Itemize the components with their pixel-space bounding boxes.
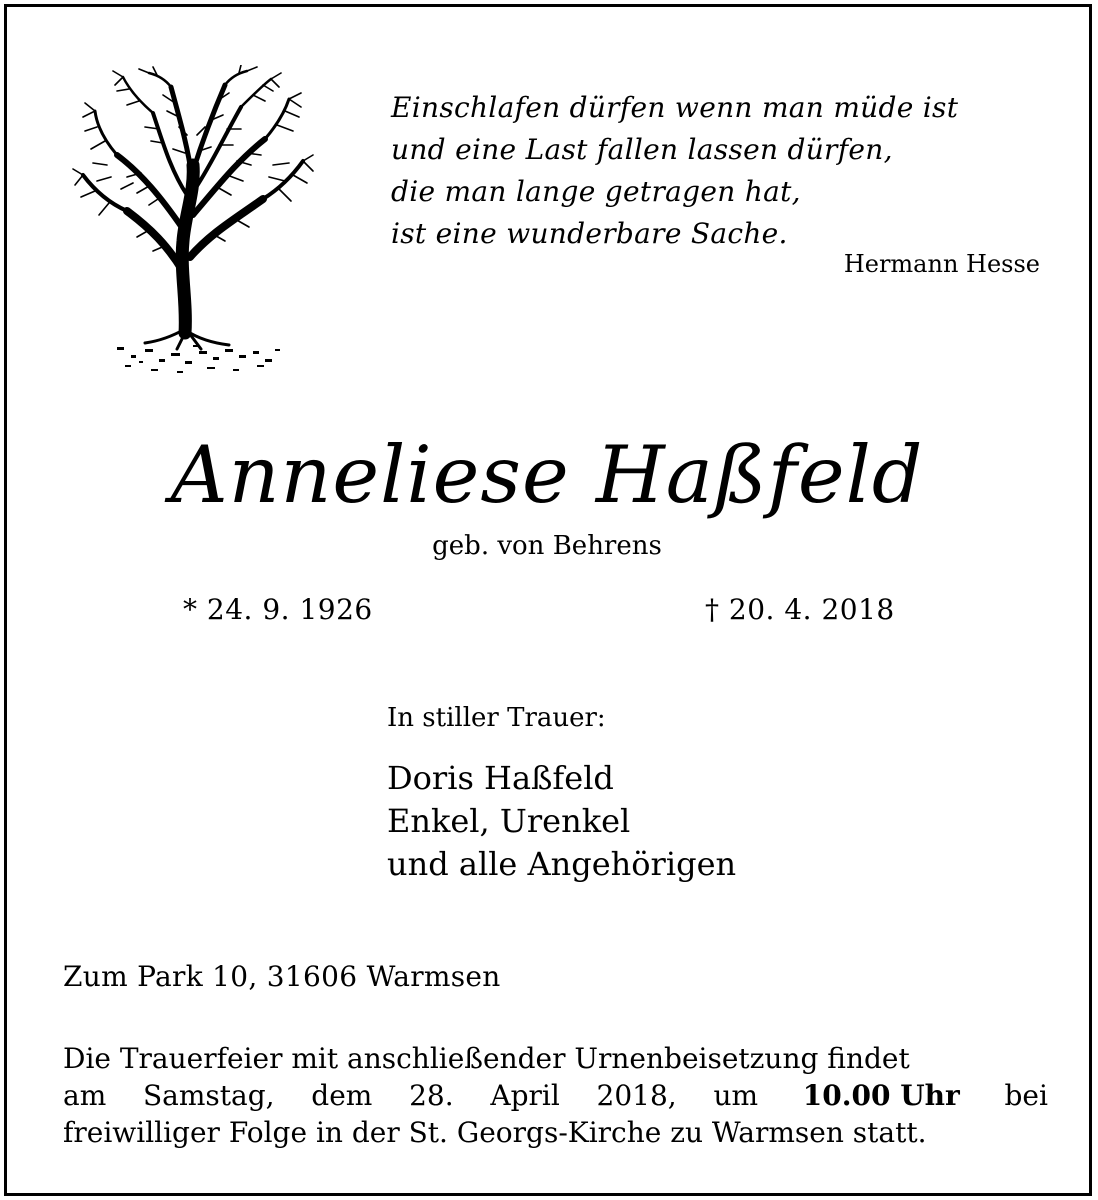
quote-line: ist eine wunderbare Sache.	[391, 217, 788, 250]
mourner-name: und alle Angehörigen	[387, 845, 737, 883]
address: Zum Park 10, 31606 Warmsen	[63, 960, 501, 993]
quote-author: Hermann Hesse	[843, 250, 1040, 278]
deceased-name: Anneliese Haßfeld	[170, 429, 924, 521]
service-info	[63, 1040, 1048, 1151]
death-date: † 20. 4. 2018	[705, 593, 895, 626]
service-line	[63, 1077, 1048, 1114]
service-word: um	[713, 1079, 759, 1112]
service-word: bei	[1004, 1079, 1048, 1112]
quote	[391, 87, 1041, 255]
service-word: am	[63, 1079, 107, 1112]
birth-name: geb. von Behrens	[432, 531, 662, 561]
service-line: freiwilliger Folge in der St. Georgs-Kirche zu Warmsen statt.	[63, 1116, 927, 1149]
service-time: 10.00 Uhr	[802, 1079, 960, 1112]
service-word: Samstag,	[142, 1079, 275, 1112]
service-word: 28.	[409, 1079, 454, 1112]
quote-line: Einschlafen dürfen wenn man müde ist	[391, 91, 959, 124]
service-word: dem	[311, 1079, 373, 1112]
service-word: April	[490, 1079, 560, 1112]
mourner-name: Enkel, Urenkel	[387, 802, 631, 840]
birth-date: * 24. 9. 1926	[183, 593, 373, 626]
tree-icon	[67, 65, 317, 385]
service-word: 2018,	[596, 1079, 677, 1112]
mourning-label: In stiller Trauer:	[387, 703, 606, 733]
mourner-name: Doris Haßfeld	[387, 759, 614, 797]
obituary-notice	[4, 4, 1092, 1196]
service-line: Die Trauerfeier mit anschließender Urnenbeisetzung findet	[63, 1042, 910, 1075]
quote-line: und eine Last fallen lassen dürfen,	[391, 133, 893, 166]
mourners-list	[387, 757, 1027, 886]
quote-line: die man lange getragen hat,	[391, 175, 801, 208]
